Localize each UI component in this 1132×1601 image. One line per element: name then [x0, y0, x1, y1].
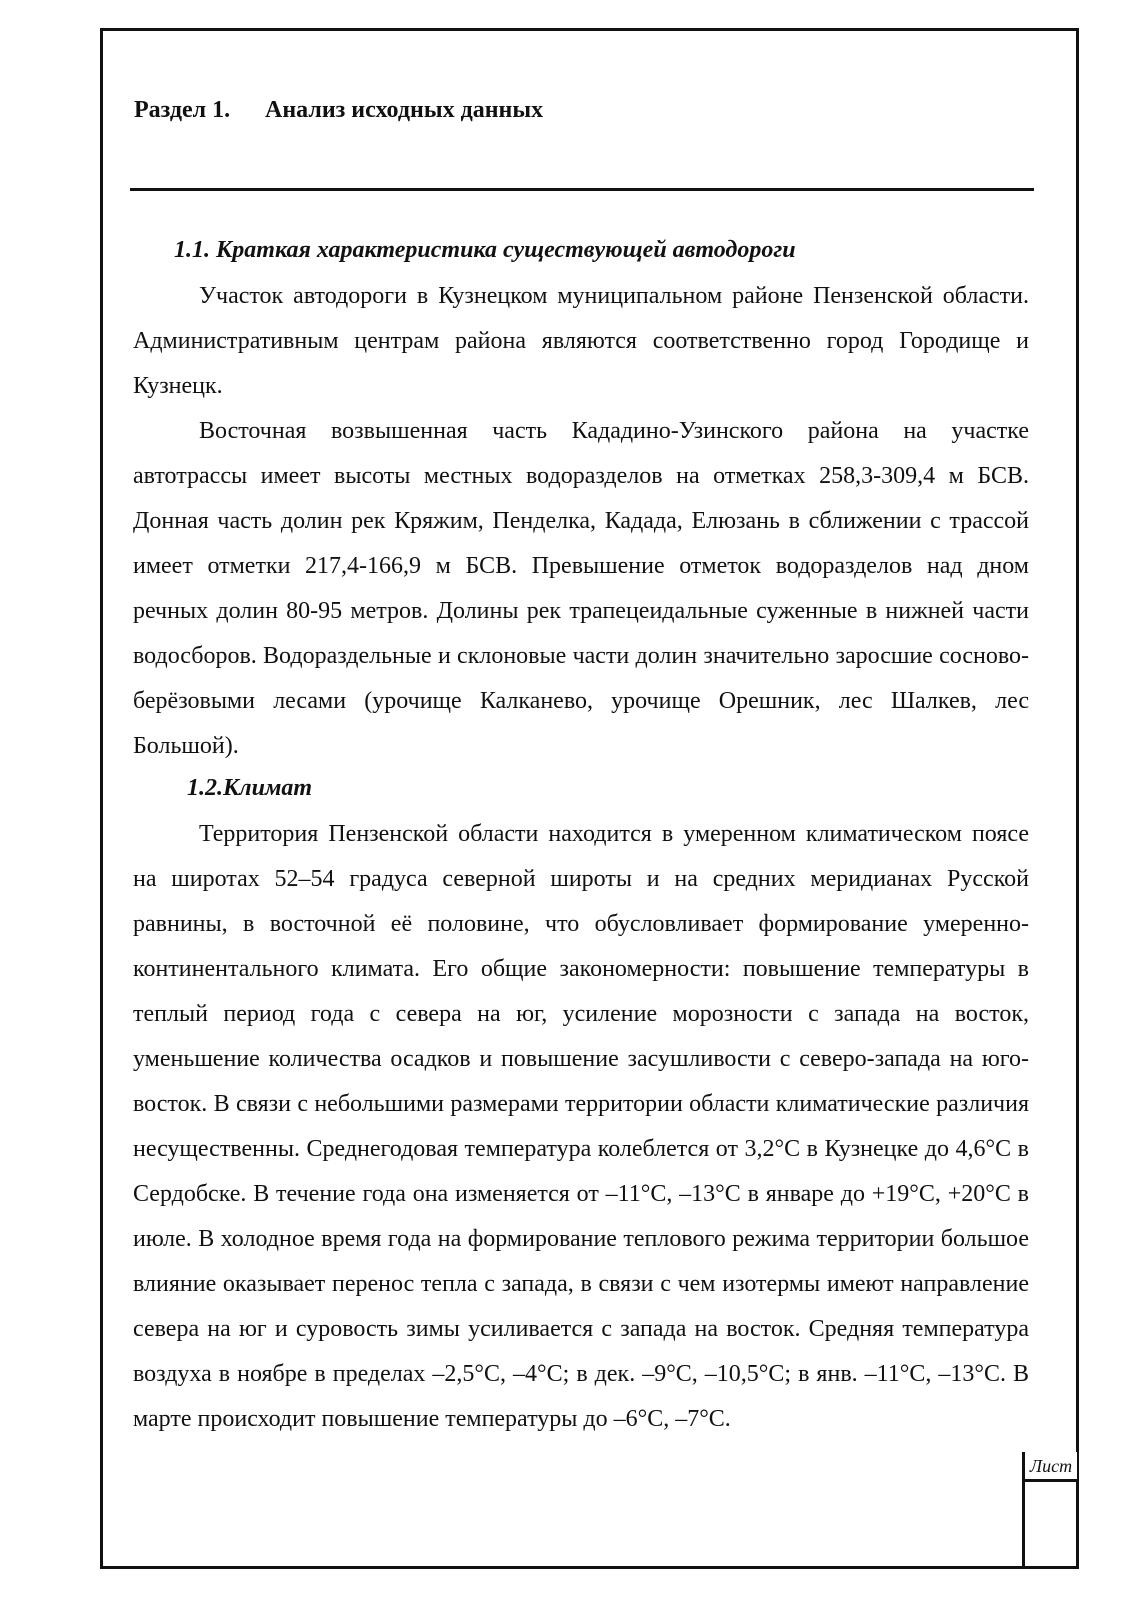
subsection-title-climate: 1.2.Климат	[187, 775, 313, 801]
sheet-stamp	[1022, 1452, 1077, 1568]
paragraph-road-relief: Восточная возвышенная часть Кададино-Узинского района на участке автотрассы имеет высоты местных водоразделов на отметках 258,3-309,4 м БСВ. Донная часть долин рек Кряжим, Пенделка, Кадада, Елюзань в сближении с трассой имеет отметки 217,4-166,9 м БСВ. Превышение отметок водоразделов над дном речных долин 80-95 метров. Долины рек трапецеидальные суженные в нижней части водосборов. Водораздельные и склоновые части долин значительно заросшие сосново-берёзовыми лесами (урочище Калканево, урочище Орешник, лес Шалкев, лес Большой).	[133, 418, 1029, 759]
section-heading	[134, 97, 543, 124]
section-number: Раздел 1.	[134, 97, 231, 123]
paragraph-road-location: Участок автодороги в Кузнецком муниципальном районе Пензенской области. Административным центрам района являются соответственно город Городище и Кузнецк.	[133, 283, 1029, 399]
paragraph-climate: Территория Пензенской области находится в умеренном климатическом поясе на широтах 52–54 градуса северной широты и на средних меридианах Русской равнины, в восточной её половине, что обусловливает формирование умеренно-континентального климата. Его общие закономерности: повышение температуры в теплый период года с севера на юг, усиление морозности с запада на восток, уменьшение количества осадков и повышение засушливости с северо-запада на юго-восток. В связи с небольшими размерами территории области климатические различия несущественны. Среднегодовая температура колеблется от 3,2°С в Кузнецке до 4,6°С в Сердобске. В течение года она изменяется от –11°С, –13°С в январе до +19°С, +20°С в июле. В холодное время года на формирование теплового режима территории большое влияние оказывает перенос тепла с запада, в связи с чем изотермы имеют направление севера на юг и суровость зимы усиливается с запада на восток. Средняя температура воздуха в ноябре в пределах –2,5°С, –4°С; в дек. –9°С, –10,5°С; в янв. –11°С, –13°С. В марте происходит повышение температуры до –6°С, –7°С.	[133, 821, 1029, 1432]
section-title: Анализ исходных данных	[265, 97, 544, 123]
sheet-label: Лист	[1025, 1452, 1077, 1482]
subsection-title-road: 1.1. Краткая характеристика существующей автодороги	[174, 237, 796, 263]
heading-divider	[130, 188, 1034, 191]
